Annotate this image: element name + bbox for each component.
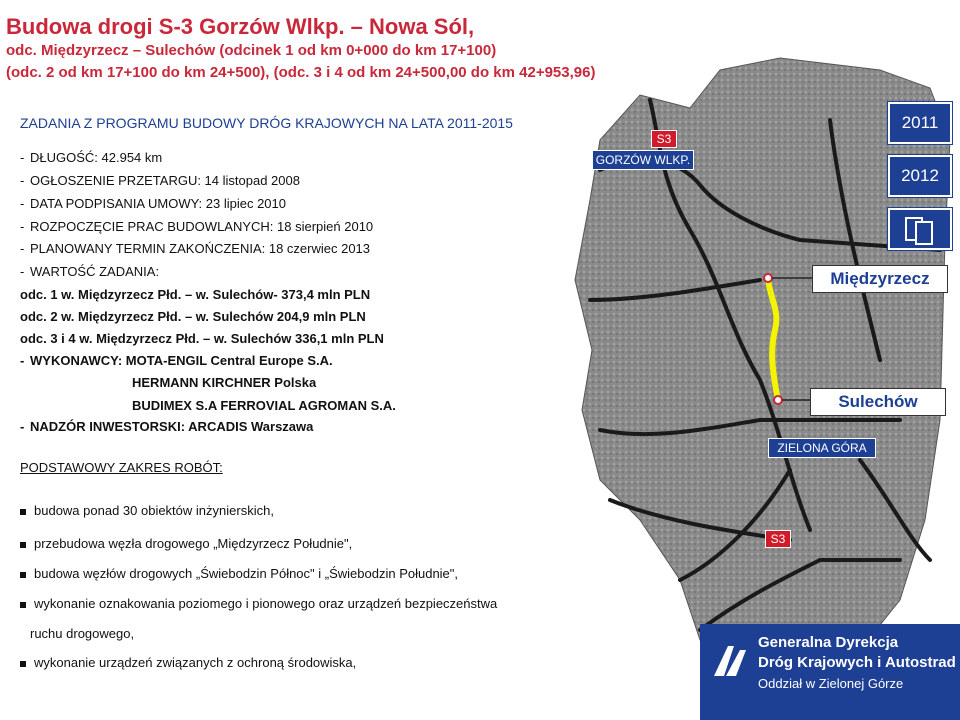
scope-item-4: wykonanie oznakowania poziomego i pionowego oraz urządzeń bezpieczeństwa	[20, 596, 497, 611]
scope-heading: PODSTAWOWY ZAKRES ROBÓT:	[20, 460, 223, 475]
scope-item-1: budowa ponad 30 obiektów inżynierskich,	[20, 503, 274, 518]
page-subtitle-1: odc. Międzyrzecz – Sulechów (odcinek 1 od km 0+000 do km 17+100)	[6, 42, 497, 59]
detail-value: - WARTOŚĆ ZADANIA:	[20, 264, 160, 279]
detail-start: - ROZPOCZĘCIE PRAC BUDOWLANYCH: 18 sierpień 2010	[20, 219, 374, 234]
detail-length: - DŁUGOŚĆ: 42.954 km	[20, 150, 163, 165]
year-2011-button[interactable]: 2011	[888, 102, 952, 144]
s3-badge-bottom: S3	[765, 530, 791, 548]
page-title: Budowa drogi S-3 Gorzów Wlkp. – Nowa Sól,	[6, 14, 475, 39]
scope-item-2: przebudowa węzła drogowego „Międzyrzecz Południe",	[20, 536, 352, 551]
detail-odc34: odc. 3 i 4 w. Międzyrzecz Płd. – w. Sulechów 336,1 mln PLN	[20, 331, 384, 346]
org-name-1: Generalna Dyrekcja	[758, 634, 899, 651]
program-heading: ZADANIA Z PROGRAMU BUDOWY DRÓG KRAJOWYCH NA LATA 2011-2015	[20, 115, 513, 131]
year-2012-button[interactable]: 2012	[888, 155, 952, 197]
detail-end: - PLANOWANY TERMIN ZAKOŃCZENIA: 18 czerwiec 2013	[20, 241, 371, 256]
scope-item-5: wykonanie urządzeń związanych z ochroną środowiska,	[20, 655, 356, 670]
detail-contract: - DATA PODPISANIA UMOWY: 23 lipiec 2010	[20, 196, 287, 211]
miedzyrzecz-marker	[764, 274, 772, 282]
document-button[interactable]	[888, 208, 952, 250]
zielona-gora-label: ZIELONA GÓRA	[768, 438, 876, 458]
scope-item-3: budowa węzłów drogowych „Świebodzin Północ" i „Świebodzin Południe",	[20, 566, 458, 581]
detail-odc1: odc. 1 w. Międzyrzecz Płd. – w. Sulechów- 373,4 mln PLN	[20, 287, 371, 302]
s3-badge-top: S3	[651, 130, 677, 148]
org-name-2: Dróg Krajowych i Autostrad	[758, 654, 956, 671]
document-icon	[890, 210, 950, 248]
sulechow-marker	[774, 396, 782, 404]
page-subtitle-2: (odc. 2 od km 17+100 do km 24+500), (odc. 3 i 4 od km 24+500,00 do km 42+953,96)	[6, 64, 596, 81]
gorzow-label: GORZÓW WLKP.	[592, 150, 694, 170]
detail-contractor-3: BUDIMEX S.A FERROVIAL AGROMAN S.A.	[132, 398, 396, 413]
gddkia-logo-block	[700, 624, 960, 720]
detail-contractors: - WYKONAWCY: MOTA-ENGIL Central Europe S.A.	[20, 353, 333, 368]
detail-tender: - OGŁOSZENIE PRZETARGU: 14 listopad 2008	[20, 173, 300, 188]
detail-supervisor: - NADZÓR INWESTORSKI: ARCADIS Warszawa	[20, 419, 314, 434]
miedzyrzecz-label: Międzyrzecz	[812, 265, 948, 293]
org-branch: Oddział w Zielonej Górze	[758, 676, 904, 691]
scope-item-4-cont: ruchu drogowego,	[30, 626, 135, 641]
gddkia-logo-icon	[710, 640, 750, 680]
sulechow-label: Sulechów	[810, 388, 946, 416]
detail-contractor-2: HERMANN KIRCHNER Polska	[132, 375, 317, 390]
detail-odc2: odc. 2 w. Międzyrzecz Płd. – w. Sulechów 204,9 mln PLN	[20, 309, 366, 324]
